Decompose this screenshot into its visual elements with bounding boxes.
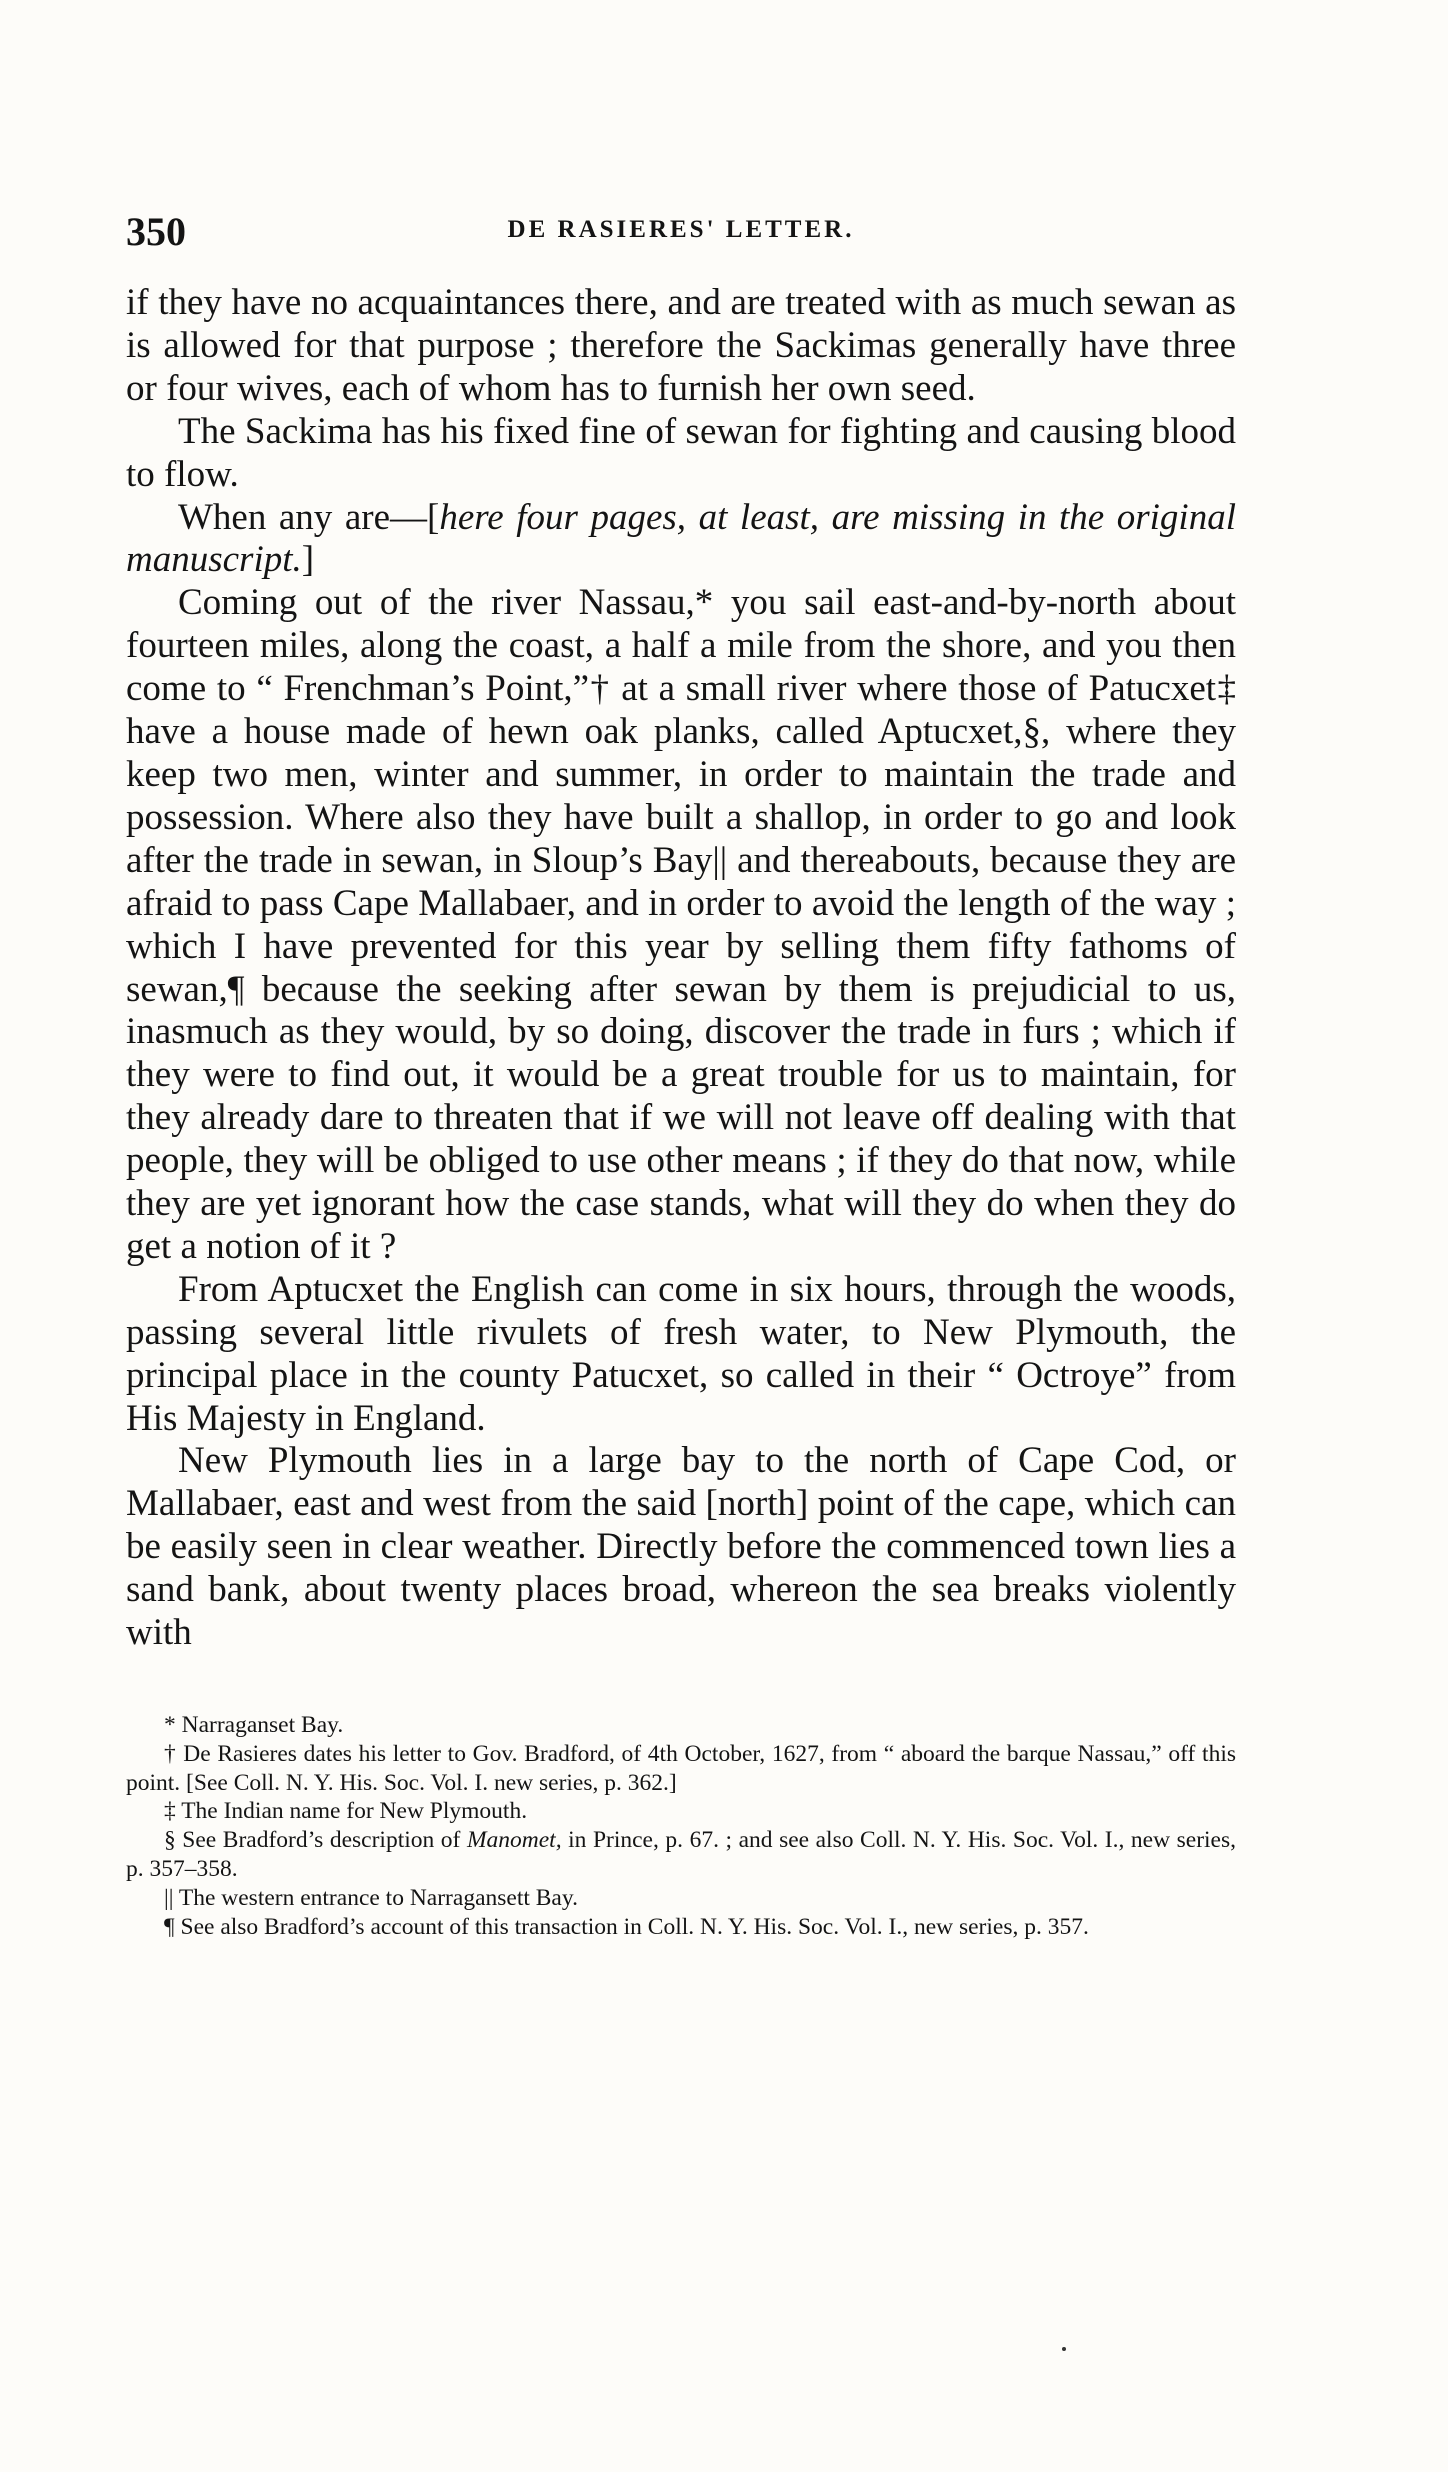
paragraph-3-end: ] [301,539,315,581]
footnote-5: || The western entrance to Narragansett Bay. [164,1884,578,1911]
book-page [126,200,1236,1941]
missing-pages-note: here four pages, at least, are missing in the original manuscript. [126,496,1236,581]
running-head [126,200,1236,260]
footnote-4-start: § See Bradford’s description of [164,1827,467,1854]
footnote-1: * Narraganset Bay. [164,1712,344,1738]
footnote-2: † De Rasieres dates his letter to Gov. Bradford, of 4th October, 1627, from “ aboard the barque Nassau,” off this point. [See Coll. N. Y. His. Soc. Vol. I. new series, p. 362.] [126,1740,1236,1796]
running-title: DE RASIERES' LETTER. [507,216,855,243]
page-number: 350 [126,209,186,254]
paragraph-1: if they have no acquaintances there, and are treated with as much sewan as is allowed for that purpose ; therefore the Sackimas generally have three or four wives, each of whom has to furnish her own seed. [126,282,1236,409]
paragraph-2: The Sackima has his fixed fine of sewan for fighting and causing blood to flow. [126,410,1236,495]
footnotes [126,1711,1236,1941]
ink-speck [1062,2347,1066,2351]
footnote-4-end: in Prince, p. 67. ; and see also Coll. N. Y. His. Soc. Vol. I., new series, p. 357–358. [126,1827,1236,1882]
footnote-3: ‡ The Indian name for New Plymouth. [164,1798,528,1825]
paragraph-3-start: When any are—[ [178,496,440,538]
footnote-6: ¶ See also Bradford’s account of this transaction in Coll. N. Y. His. Soc. Vol. I., new series, p. 357. [164,1913,1089,1940]
paragraph-3 [126,497,1236,583]
body-text [126,282,1236,1655]
paragraph-6: New Plymouth lies in a large bay to the north of Cape Cod, or Mallabaer, east and west from the said [north] point of the cape, which can be easily seen in clear weather. Directly before the commenced town lies a sand bank, about twenty places broad, whereon the sea breaks violently with [126,1440,1236,1654]
paragraph-5: From Aptucxet the English can come in six hours, through the woods, passing several little rivulets of fresh water, to New Plymouth, the principal place in the county Patucxet, so called in their “ Octroye” from His Majesty in England. [126,1268,1236,1439]
paragraph-4: Coming out of the river Nassau,* you sail east-and-by-north about fourteen miles, along the coast, a half a mile from the shore, and you then come to “ Frenchman’s Point,”† at a small river where those of Patucxet‡ have a house made of hewn oak planks, called Aptucxet,§, where they keep two men, winter and summer, in order to maintain the trade and possession. Where also they have built a shallop, in order to go and look after the trade in sewan, in Sloup’s Bay|| and thereabouts, because they are afraid to pass Cape Mallabaer, and in order to avoid the length of the way ; which I have prevented for this year by selling them fifty fathoms of sewan,¶ because the seeking after sewan by them is prejudicial to us, inasmuch as they would, by so doing, discover the trade in furs ; which if they were to find out, it would be a great trouble for us to maintain, for they already dare to threaten that if we will not leave off dealing with that people, they will be obliged to use other means ; if they do that now, while they are yet ignorant how the case stands, what will they do when they do get a notion of it ? [126,582,1236,1267]
footnote-4 [126,1826,1236,1884]
footnote-4-italic: Manomet, [466,1827,562,1854]
